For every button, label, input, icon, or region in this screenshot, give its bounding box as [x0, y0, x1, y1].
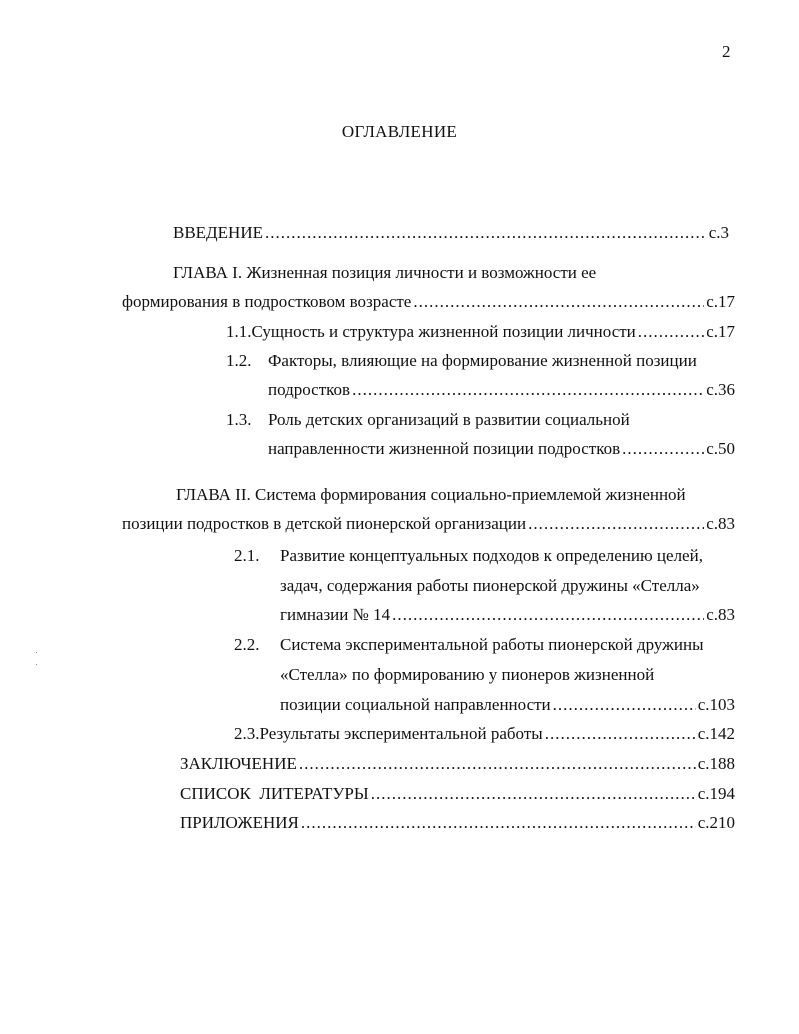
toc-page-ref: с.36 [706, 380, 735, 399]
leader-dots [371, 783, 696, 805]
toc-page-ref: с.17 [706, 322, 735, 341]
toc-section-2-1-line2: задач, содержания работы пионерской дружины «Стелла» [280, 576, 700, 595]
toc-section-2-1-line3 [280, 604, 735, 626]
toc-section-1-3-line2 [268, 438, 735, 460]
toc-entry-text: Роль детских организаций в развитии социальной [268, 410, 630, 429]
toc-entry-text: гимназии № 14 [280, 605, 391, 624]
toc-entry-intro [173, 222, 729, 244]
toc-section-2-3 [234, 723, 735, 745]
leader-dots [528, 513, 704, 535]
scan-speck [36, 652, 37, 653]
toc-entry-text: Развитие концептуальных подходов к определению целей, [280, 546, 703, 565]
leader-dots [392, 604, 704, 626]
page-number: 2 [722, 42, 731, 61]
toc-page-ref: с.50 [706, 439, 735, 458]
toc-entry-appendices [180, 812, 735, 834]
section-number: 1.2. [226, 351, 252, 370]
leader-dots [301, 812, 696, 834]
leader-dots [265, 222, 707, 244]
toc-entry-conclusion [180, 753, 735, 775]
page-title: ОГЛАВЛЕНИЕ [341, 122, 458, 141]
section-number: 1.1. [226, 322, 252, 341]
toc-chapter-2-line1: ГЛАВА II. Система формирования социально-приемлемой жизненной [176, 485, 686, 504]
scan-speck [36, 664, 37, 665]
toc-entry-text: Результаты экспериментальной работы [259, 724, 543, 743]
toc-entry-text: направленности жизненной позиции подростков [268, 439, 621, 458]
toc-page-ref: с.210 [697, 813, 735, 832]
toc-page-ref: с.194 [697, 784, 735, 803]
toc-entry-text: позиции социальной направленности [280, 695, 551, 714]
toc-chapter-2-line2 [122, 513, 735, 535]
toc-entry-text: Факторы, влияющие на формирование жизненной позиции [268, 351, 697, 370]
toc-entry-text: Система экспериментальной работы пионерской дружины [280, 635, 704, 654]
toc-entry-references [180, 783, 735, 805]
toc-section-2-1-line1 [234, 545, 703, 567]
toc-entry-text: ЗАКЛЮЧЕНИЕ [180, 754, 297, 773]
toc-page-ref: с.83 [706, 605, 735, 624]
toc-entry-text: позиции подростков в детской пионерской организации [122, 514, 527, 533]
toc-section-1-1 [226, 321, 735, 343]
toc-chapter-1-line2 [122, 291, 735, 313]
leader-dots [413, 291, 704, 313]
toc-page-ref: с.17 [706, 292, 735, 311]
toc-page-ref: с.103 [697, 695, 735, 714]
section-number: 2.2. [234, 635, 260, 654]
toc-section-1-2-line2 [268, 379, 735, 401]
leader-dots [545, 723, 696, 745]
toc-page-ref: с.188 [697, 754, 735, 773]
section-number: 2.3. [234, 724, 260, 743]
toc-section-1-3-line1 [226, 409, 630, 431]
toc-section-1-2-line1 [226, 350, 697, 372]
toc-section-2-2-line3 [280, 694, 735, 716]
toc-entry-text: формирования в подростковом возрасте [122, 292, 412, 311]
leader-dots [622, 438, 704, 460]
toc-entry-text: Сущность и структура жизненной позиции личности [251, 322, 636, 341]
toc-page-ref: с.83 [706, 514, 735, 533]
leader-dots [352, 379, 704, 401]
toc-entry-text: подростков [268, 380, 351, 399]
toc-section-2-2-line2: «Стелла» по формированию у пионеров жизненной [280, 665, 655, 684]
toc-entry-text: ПРИЛОЖЕНИЯ [180, 813, 299, 832]
leader-dots [553, 694, 696, 716]
section-number: 1.3. [226, 410, 252, 429]
toc-page-ref: с.3 [708, 223, 729, 242]
toc-section-2-2-line1 [234, 634, 704, 656]
section-number: 2.1. [234, 546, 260, 565]
leader-dots [638, 321, 704, 343]
leader-dots [299, 753, 696, 775]
toc-entry-text: СПИСОК ЛИТЕРАТУРЫ [180, 784, 369, 803]
toc-page-ref: с.142 [697, 724, 735, 743]
toc-chapter-1-line1: ГЛАВА I. Жизненная позиция личности и возможности ее [173, 263, 597, 282]
toc-entry-text: ВВЕДЕНИЕ [173, 223, 263, 242]
